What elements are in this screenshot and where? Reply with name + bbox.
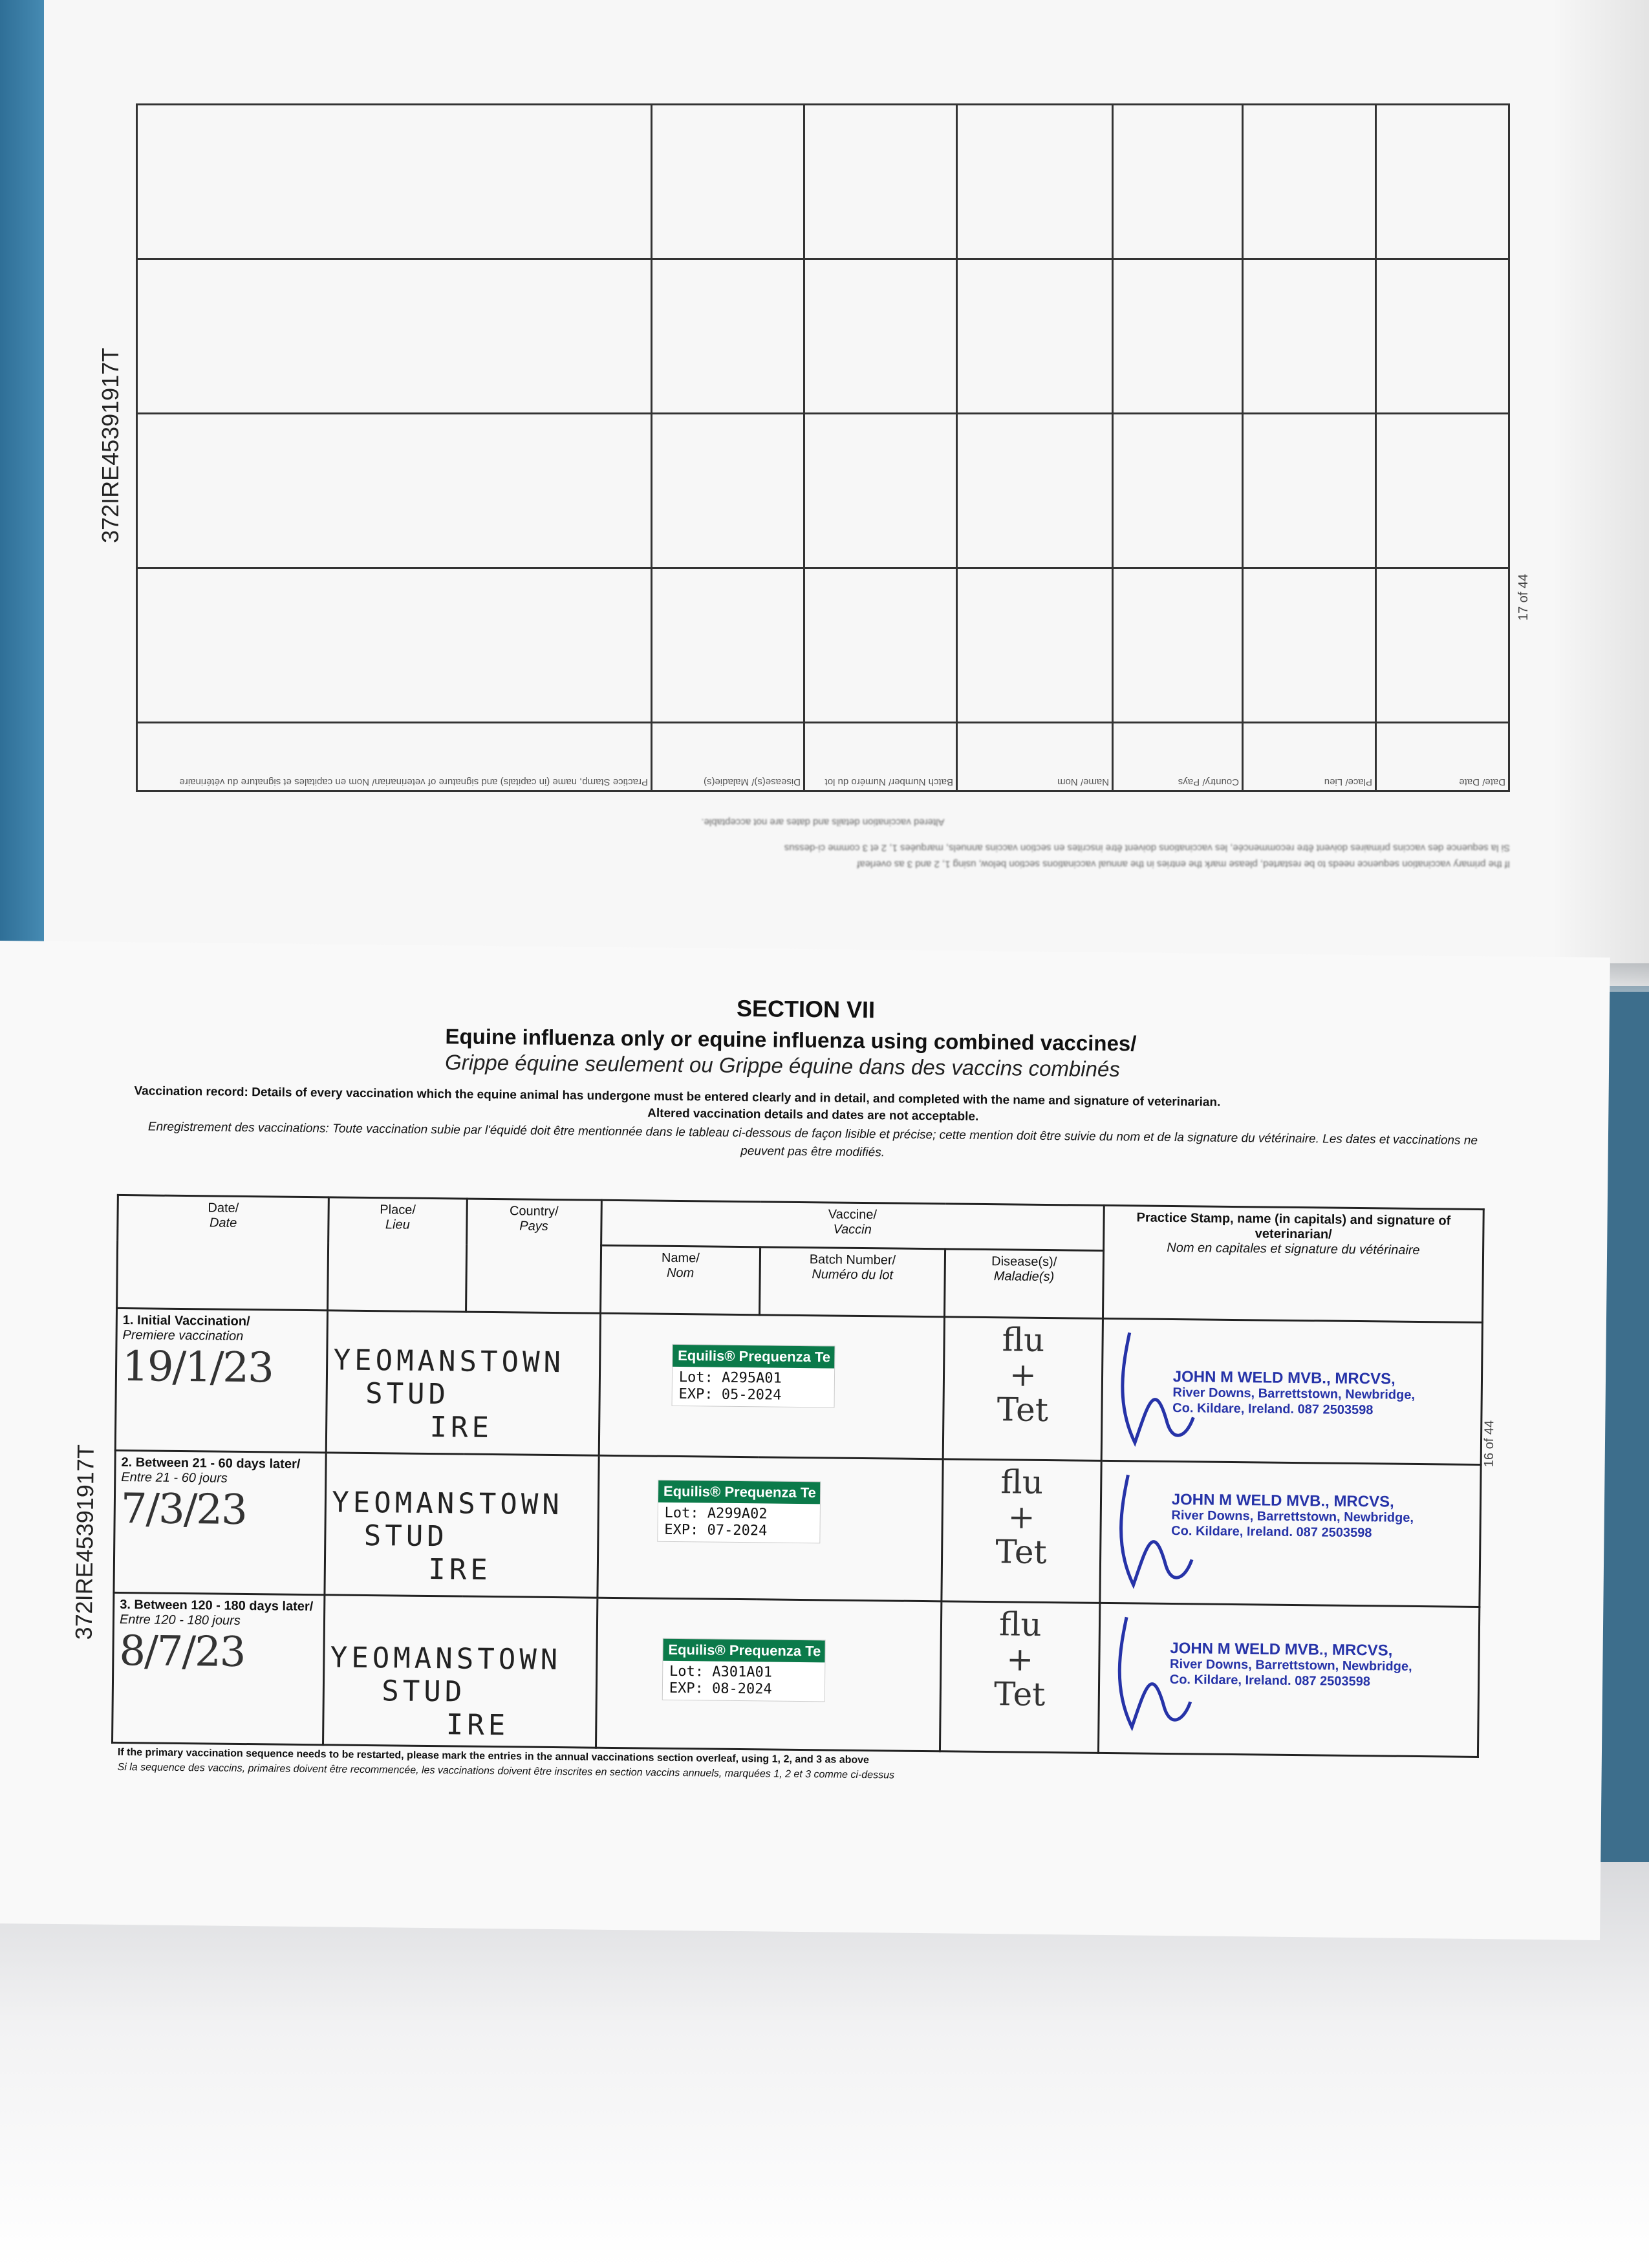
disease-tet: Tet xyxy=(997,1391,1049,1429)
page-shadow xyxy=(1552,0,1649,986)
table-row xyxy=(114,1450,1481,1607)
vet-address-1: River Downs, Barrettstown, Newbridge, xyxy=(1172,1385,1416,1402)
country-stamp: IRE xyxy=(429,1411,493,1445)
header-place-en: Place/ xyxy=(380,1203,416,1217)
header-place xyxy=(328,1197,467,1312)
country-stamp: IRE xyxy=(446,1708,510,1742)
date-cell xyxy=(113,1592,325,1744)
vaccine-brand: Equilis® Prequenza Te xyxy=(663,1639,824,1663)
upper-header-place: Place/ Lieu xyxy=(1243,723,1376,791)
vet-signature xyxy=(1106,1610,1198,1740)
country-stamp: IRE xyxy=(427,1552,492,1587)
upper-page-number: 17 of 44 xyxy=(1516,573,1531,621)
disease-cell xyxy=(943,1317,1103,1461)
stamp-cell xyxy=(1100,1460,1482,1607)
header-country-en: Country/ xyxy=(509,1204,559,1219)
upper-cell xyxy=(1243,414,1376,568)
upper-cell xyxy=(1113,105,1243,259)
header-disease-en: Disease(s)/ xyxy=(991,1254,1057,1270)
upper-cell xyxy=(957,105,1113,259)
upper-cell xyxy=(652,568,804,723)
vet-signature xyxy=(1108,1326,1200,1456)
header-date-fr: Date xyxy=(209,1215,237,1230)
place-country-cell xyxy=(325,1453,599,1598)
header-stamp xyxy=(1103,1205,1483,1322)
upper-cell xyxy=(804,259,957,414)
vet-address-1: River Downs, Barrettstown, Newbridge, xyxy=(1169,1657,1412,1674)
header-name-fr: Nom xyxy=(666,1265,695,1281)
table-row xyxy=(113,1592,1480,1757)
upper-cell xyxy=(1376,568,1509,723)
section-vii-page xyxy=(0,941,1610,1940)
row-label: 2. Between 21 - 60 days later/ xyxy=(121,1455,301,1471)
vet-name: JOHN M WELD MVB., MRCVS, xyxy=(1171,1491,1394,1511)
upper-note-altered: Altered vaccination details and dates are not acceptable. xyxy=(701,817,945,828)
vet-address-2: Co. Kildare, Ireland. 087 2503598 xyxy=(1172,1401,1374,1418)
upper-cell xyxy=(1376,259,1509,414)
header-date xyxy=(117,1195,329,1310)
upper-note-restart-fr: Si la sequence des vaccins primaires doivent être recommencée, les vaccinations doivent être inscrites en section vaccins annuels, marquées 1, 2 et 3 comme ci-dessus xyxy=(784,842,1510,853)
disease-plus: + xyxy=(1009,1356,1037,1394)
place-country-cell xyxy=(323,1595,598,1748)
place-stamp-line2: STUD xyxy=(363,1519,449,1554)
vet-address-2: Co. Kildare, Ireland. 087 2503598 xyxy=(1171,1524,1372,1541)
upper-header-name: Name/ Nom xyxy=(957,723,1113,791)
upper-cell xyxy=(1243,568,1376,723)
vaccine-label-cell xyxy=(596,1598,942,1751)
date-cell xyxy=(115,1308,328,1452)
header-batch-fr: Numéro du lot xyxy=(812,1267,894,1283)
header-stamp-fr: Nom en capitales et signature du vétérinaire xyxy=(1167,1240,1420,1258)
upper-cell xyxy=(137,568,652,723)
lot-number: Lot: A295A01 xyxy=(678,1369,782,1387)
header-date-en: Date/ xyxy=(208,1201,239,1215)
header-name xyxy=(600,1245,760,1315)
upper-cell xyxy=(137,414,652,568)
upper-cell xyxy=(1113,259,1243,414)
header-disease-fr: Maladie(s) xyxy=(993,1269,1055,1285)
section-title: SECTION VII xyxy=(736,994,876,1023)
upper-cell xyxy=(652,105,804,259)
section-subtitle-en: Equine influenza only or equine influenza using combined vaccines/ xyxy=(445,1024,1137,1056)
upper-cell xyxy=(957,414,1113,568)
row-label-fr: Entre 21 - 60 jours xyxy=(121,1470,228,1486)
header-vaccine-en: Vaccine/ xyxy=(828,1207,878,1223)
disease-flu: flu xyxy=(998,1605,1042,1643)
place-stamp-line2: STUD xyxy=(382,1674,466,1709)
vaccine-sticker xyxy=(662,1638,826,1702)
upper-cell xyxy=(652,414,804,568)
disease-flu: flu xyxy=(1002,1321,1045,1359)
header-batch xyxy=(760,1247,945,1317)
disease-tet: Tet xyxy=(993,1675,1046,1713)
vet-address-2: Co. Kildare, Ireland. 087 2503598 xyxy=(1169,1673,1371,1689)
upper-cell xyxy=(1376,414,1509,568)
stamp-cell xyxy=(1098,1603,1480,1757)
section-subtitle-fr: Grippe équine seulement ou Grippe équine dans des vaccins combinés xyxy=(444,1050,1121,1082)
upper-cell xyxy=(1113,568,1243,723)
expiry-date: EXP: 08-2024 xyxy=(669,1680,772,1698)
handwritten-date: 7/3/23 xyxy=(120,1485,247,1535)
disease-cell xyxy=(942,1459,1101,1603)
upper-cell xyxy=(957,568,1113,723)
row-label-fr: Entre 120 - 180 jours xyxy=(119,1612,241,1628)
handwritten-date: 19/1/23 xyxy=(122,1343,274,1393)
row-label-fr: Premiere vaccination xyxy=(122,1328,244,1343)
upper-page-id-code: 372IRE45391917T xyxy=(97,347,124,543)
lower-page-number: 16 of 44 xyxy=(1482,1420,1497,1468)
header-batch-en: Batch Number/ xyxy=(809,1252,896,1268)
vaccine-label-cell xyxy=(599,1313,944,1459)
header-vaccine-fr: Vaccin xyxy=(833,1222,872,1237)
upper-cell xyxy=(804,414,957,568)
intro-en-altered: Altered vaccination details and dates are not acceptable. xyxy=(647,1106,979,1124)
upper-cell xyxy=(957,259,1113,414)
disease-flu: flu xyxy=(1000,1463,1044,1501)
header-name-en: Name/ xyxy=(661,1250,700,1266)
disease-cell xyxy=(940,1601,1099,1753)
place-stamp-line1: YEOMANSTOWN xyxy=(330,1641,562,1677)
place-stamp-line1: YEOMANSTOWN xyxy=(333,1343,565,1380)
vet-address-1: River Downs, Barrettstown, Newbridge, xyxy=(1171,1508,1414,1525)
vaccine-brand: Equilis® Prequenza Te xyxy=(673,1345,834,1369)
upper-header-disease: Disease(s)/ Maladie(s) xyxy=(652,723,804,791)
footer-note-en: If the primary vaccination sequence needs to be restarted, please mark the entries in the annual vaccinations section overleaf, using 1, 2, and 3 as above xyxy=(117,1746,870,1766)
intro-fr: Enregistrement des vaccinations: Toute vaccination subie par l'équidé doit être mentionnée dans le tableau ci-dessous de façon lisible et précise; cette mention doit être suivie du nom et de la signature du vétérinaire. Les dates et vaccinations ne peuvent pas être modifiés. xyxy=(147,1120,1478,1160)
upper-cell xyxy=(1243,105,1376,259)
place-stamp-line2: STUD xyxy=(365,1376,450,1411)
header-country xyxy=(466,1199,601,1313)
upper-header-date: Date/ Date xyxy=(1376,723,1509,791)
upper-note-restart: If the primary vaccination sequence needs to be restarted, please mark the entries in the annual vaccinations section below, using 1, 2 and 3 as overleaf xyxy=(857,859,1510,870)
upper-cell xyxy=(1243,259,1376,414)
lot-number: Lot: A301A01 xyxy=(669,1663,773,1681)
upper-header-country: Country/ Pays xyxy=(1113,723,1243,791)
date-cell xyxy=(114,1450,327,1594)
upper-cell xyxy=(652,259,804,414)
header-country-fr: Pays xyxy=(519,1219,548,1234)
handwritten-date: 8/7/23 xyxy=(119,1627,245,1677)
upper-cell xyxy=(137,259,652,414)
expiry-date: EXP: 07-2024 xyxy=(664,1521,768,1539)
upper-vaccination-table xyxy=(136,103,1510,870)
upper-cell xyxy=(804,105,957,259)
place-country-cell xyxy=(327,1311,601,1455)
disease-plus: + xyxy=(1006,1640,1034,1678)
footer-note-fr: Si la sequence des vaccins, primaires doivent être recommencée, les vaccinations doivent être inscrites en section vaccins annuels, marquées 1, 2 et 3 comme ci-dessus xyxy=(117,1761,895,1781)
place-stamp-line1: YEOMANSTOWN xyxy=(332,1486,563,1522)
row-label: 1. Initial Vaccination/ xyxy=(122,1313,250,1329)
header-place-fr: Lieu xyxy=(385,1217,410,1232)
vet-name: JOHN M WELD MVB., MRCVS, xyxy=(1172,1368,1396,1388)
upper-cell xyxy=(1113,414,1243,568)
expiry-date: EXP: 05-2024 xyxy=(678,1386,782,1404)
vaccine-sticker xyxy=(657,1480,821,1544)
vet-name: JOHN M WELD MVB., MRCVS, xyxy=(1170,1640,1393,1660)
upper-header-stamp: Practice Stamp, name (in capitals) and signature of veterinarian/ Nom en capitales et signature du vétérinaire xyxy=(137,723,652,791)
vaccination-table xyxy=(111,1194,1485,1758)
disease-plus: + xyxy=(1008,1498,1035,1536)
stamp-cell xyxy=(1101,1318,1483,1464)
upper-cell xyxy=(804,568,957,723)
vaccine-brand: Equilis® Prequenza Te xyxy=(658,1481,820,1504)
lower-page-id-code: 372IRE45391917T xyxy=(70,1444,99,1640)
intro-en: Vaccination record: Details of every vaccination which the equine animal has undergone must be entered clearly and in detail, and completed with the name and signature of veterinarian. xyxy=(134,1084,1221,1109)
row-label: 3. Between 120 - 180 days later/ xyxy=(120,1597,314,1614)
upper-header-batch: Batch Number/ Numéro du lot xyxy=(804,723,957,791)
vet-signature xyxy=(1107,1468,1199,1598)
vaccine-label-cell xyxy=(598,1455,943,1601)
lot-number: Lot: A299A02 xyxy=(664,1504,768,1523)
header-stamp-en: Practice Stamp, name (in capitals) and signature of veterinarian/ xyxy=(1136,1210,1451,1242)
table-row xyxy=(115,1308,1482,1464)
upper-cell xyxy=(1376,105,1509,259)
upper-cell xyxy=(137,105,652,259)
disease-tet: Tet xyxy=(995,1533,1047,1571)
vaccine-sticker xyxy=(671,1344,835,1408)
header-disease xyxy=(945,1249,1104,1319)
header-vaccine xyxy=(601,1200,1104,1250)
